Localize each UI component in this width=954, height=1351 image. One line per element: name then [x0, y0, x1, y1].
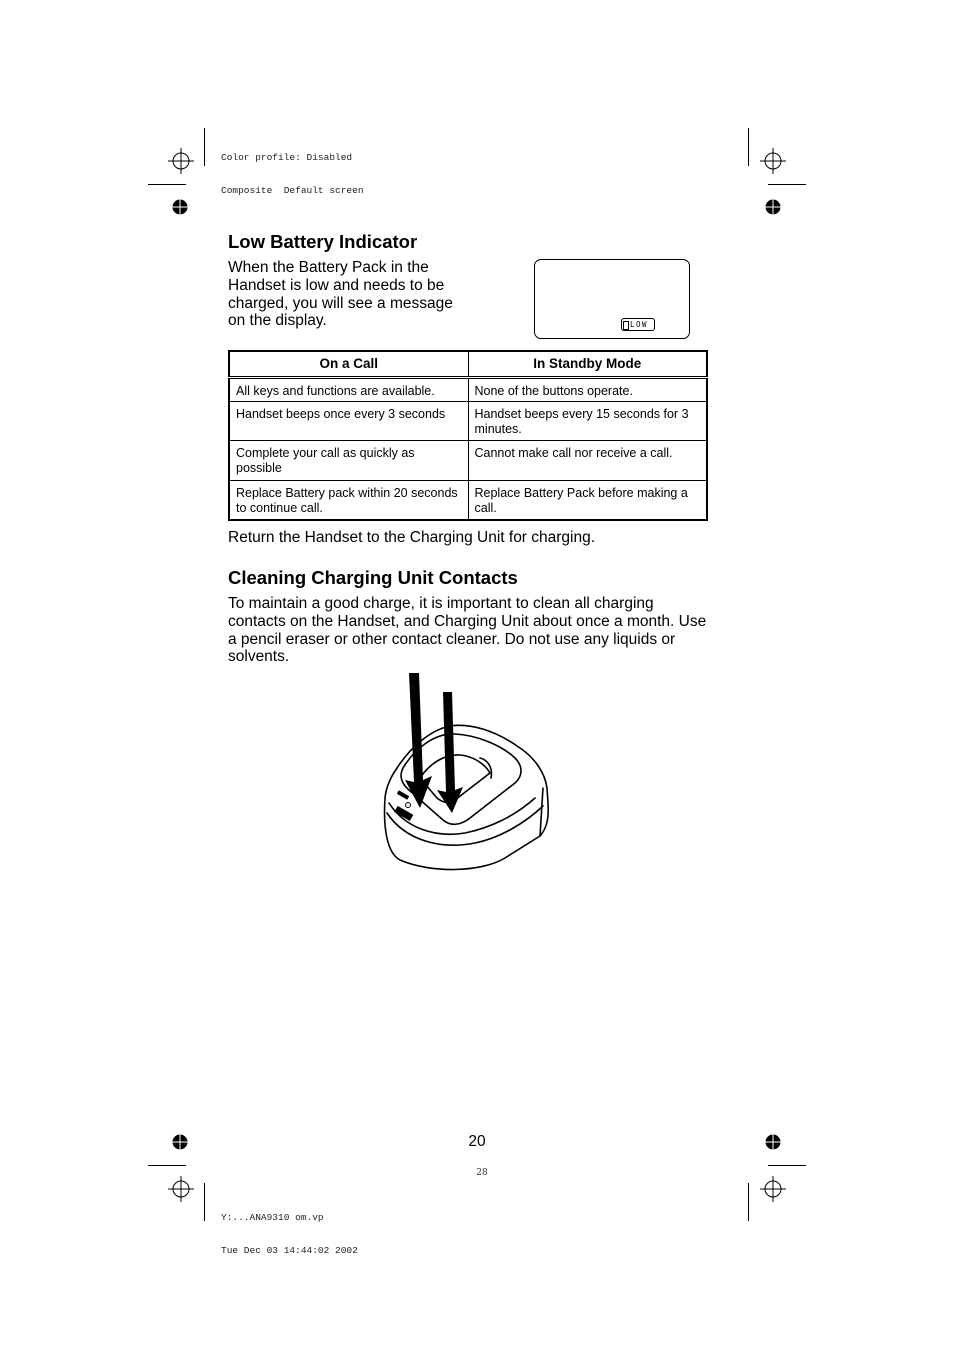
- table-cell: Handset beeps once every 3 seconds: [229, 402, 468, 441]
- section-title-cleaning: Cleaning Charging Unit Contacts: [228, 567, 518, 588]
- charging-unit-illustration: [375, 668, 560, 878]
- registration-mark-bottom-right: [760, 1176, 786, 1202]
- table-row: [229, 402, 707, 441]
- battery-behavior-table: [228, 350, 708, 521]
- sheet-number: 28: [476, 1168, 488, 1178]
- registration-mark-top-left: [168, 148, 194, 174]
- crop-line-bottom-left-v: [204, 1183, 205, 1221]
- registration-mark-top-right: [760, 148, 786, 174]
- lcd-display: [534, 259, 690, 339]
- target-dot-top-left: [172, 199, 188, 215]
- cleaning-body: To maintain a good charge, it is important to clean all charging contacts on the Handset, and Charging Unit about once a month. Use a pencil eraser or other contact cleaner. Do not use any liquids or solvents.: [228, 595, 707, 666]
- table-cell: Complete your call as quickly as possible: [229, 441, 468, 481]
- table-cell: All keys and functions are available.: [229, 378, 468, 402]
- footer-meta-line1: Y:...ANA9310 om.vp: [221, 1212, 324, 1223]
- crop-line-bottom-right-v: [748, 1183, 749, 1221]
- table-cell: Cannot make call nor receive a call.: [468, 441, 707, 481]
- table-header-standby: In Standby Mode: [468, 351, 707, 378]
- lcd-low-text: LOW: [630, 320, 649, 329]
- table-header-on-call: On a Call: [229, 351, 468, 378]
- header-meta: [221, 130, 364, 207]
- registration-mark-bottom-left: [168, 1176, 194, 1202]
- target-dot-top-right: [765, 199, 781, 215]
- section-title-low-battery: Low Battery Indicator: [228, 231, 418, 252]
- crop-line-top-right-v: [748, 128, 749, 166]
- table-cell: Replace Battery Pack before making a call.: [468, 481, 707, 520]
- crop-line-top-left-h: [148, 184, 186, 185]
- table-cell: Replace Battery pack within 20 seconds to continue call.: [229, 481, 468, 520]
- crop-line-top-right-h: [768, 184, 806, 185]
- low-battery-intro: When the Battery Pack in the Handset is low and needs to be charged, you will see a message on the display.: [228, 259, 453, 330]
- crop-line-top-left-v: [204, 128, 205, 166]
- table-row: [229, 378, 707, 402]
- footer-meta: [221, 1190, 358, 1267]
- table-cell: Handset beeps every 15 seconds for 3 minutes.: [468, 402, 707, 441]
- return-instruction: Return the Handset to the Charging Unit for charging.: [228, 529, 596, 546]
- header-meta-line1: Color profile: Disabled: [221, 152, 353, 163]
- table-row: [229, 441, 707, 481]
- crop-line-bottom-right-h: [768, 1165, 806, 1166]
- battery-icon: [623, 321, 629, 330]
- footer-meta-line2: Tue Dec 03 14:44:02 2002: [221, 1245, 358, 1256]
- header-meta-line2: Composite Default screen: [221, 185, 364, 196]
- table-cell: None of the buttons operate.: [468, 378, 707, 402]
- table-header-row: [229, 351, 707, 378]
- page-number: 20: [468, 1133, 486, 1150]
- table-row: [229, 481, 707, 520]
- crop-line-bottom-left-h: [148, 1165, 186, 1166]
